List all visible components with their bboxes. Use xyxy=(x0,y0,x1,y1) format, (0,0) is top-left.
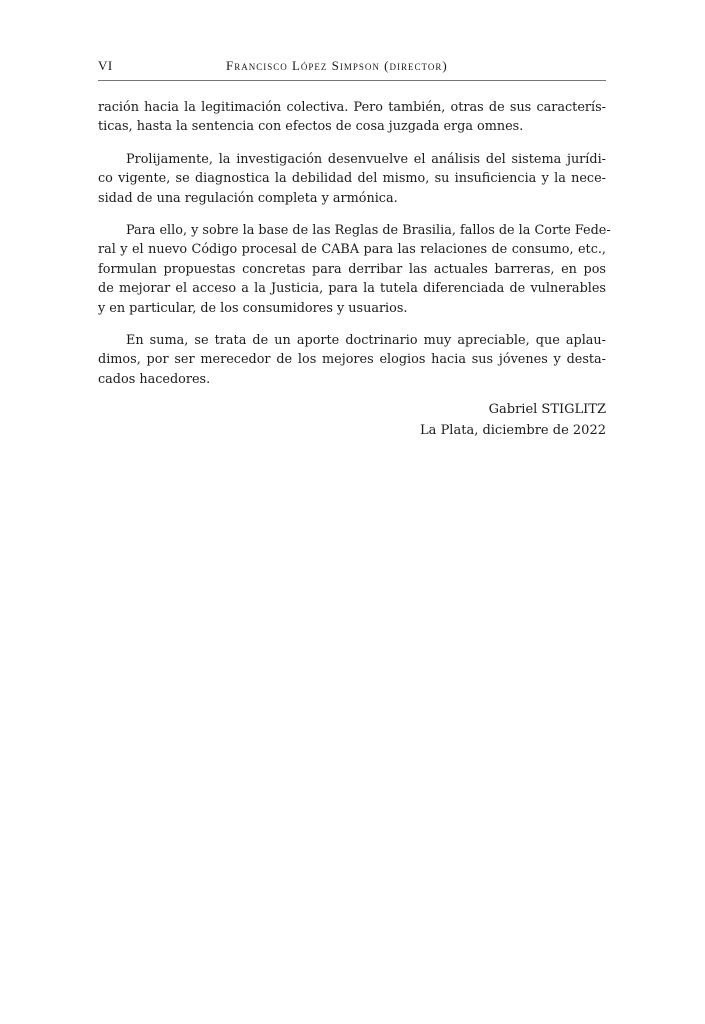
text-line: co vigente, se diagnostica la debilidad del mismo, su insuficiencia y la nece- xyxy=(98,171,606,187)
signature-place-date: La Plata, diciembre de 2022 xyxy=(420,422,606,438)
page-number: VI xyxy=(98,58,113,73)
signature-block xyxy=(420,400,606,441)
text-line: ral y el nuevo Código procesal de CABA para las relaciones de consumo, etc., xyxy=(98,242,606,258)
text-line: sidad de una regulación completa y armónica. xyxy=(98,190,398,206)
signature-name: Gabriel STIGLITZ xyxy=(488,402,606,417)
paragraph-1 xyxy=(98,98,606,137)
paragraph-4 xyxy=(98,331,606,389)
text-line: ticas, hasta la sentencia con efectos de cosa juzgada erga omnes. xyxy=(98,119,524,135)
text-line: dimos, por ser merecedor de los mejores elogios hacia sus jóvenes y desta- xyxy=(98,352,606,368)
text-line: y en particular, de los consumidores y usuarios. xyxy=(98,300,408,316)
page-header xyxy=(98,58,606,81)
text-line: Para ello, y sobre la base de las Reglas de Brasilia, fallos de la Corte Fede- xyxy=(126,223,611,239)
text-line: cados hacedores. xyxy=(98,371,211,387)
text-line: ración hacia la legitimación colectiva. Pero también, otras de sus caracterís- xyxy=(98,100,606,115)
text-line: formulan propuestas concretas para derribar las actuales barreras, en pos xyxy=(98,261,606,277)
text-line: de mejorar el acceso a la Justicia, para la tutela diferenciada de vulnerables xyxy=(98,281,606,297)
text-line: En suma, se trata de un aporte doctrinario muy apreciable, que aplau- xyxy=(126,333,606,349)
body-text xyxy=(98,98,611,402)
text-line: Prolijamente, la investigación desenvuelve el análisis del sistema jurídi- xyxy=(126,151,606,167)
paragraph-2 xyxy=(98,150,606,208)
paragraph-3 xyxy=(98,221,611,318)
running-head: Francisco López Simpson (director) xyxy=(226,58,448,73)
